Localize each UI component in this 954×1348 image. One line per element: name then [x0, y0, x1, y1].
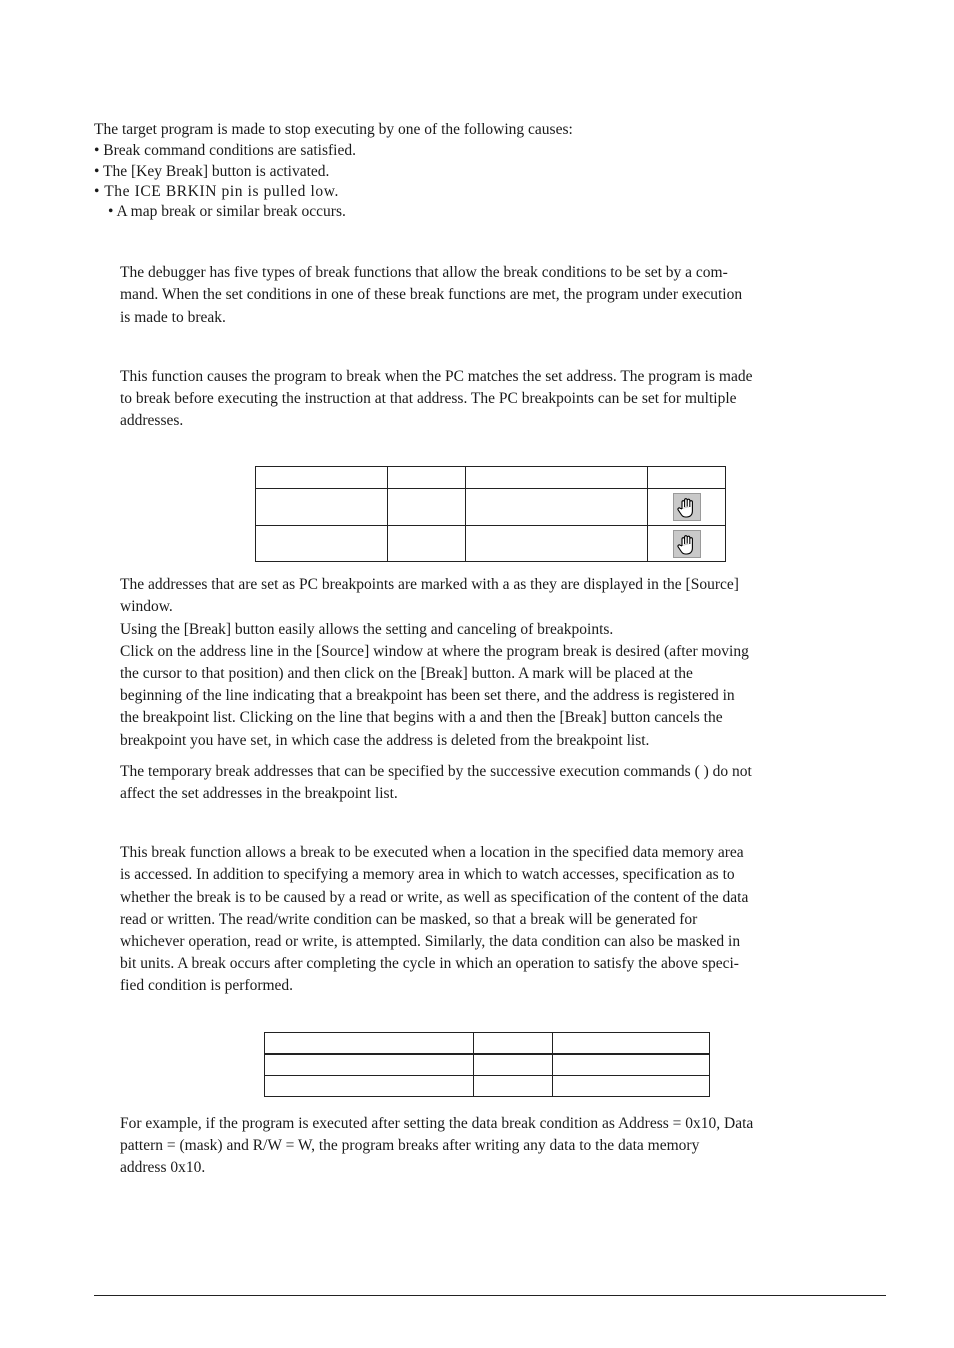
pc-break-after-line: window. — [120, 598, 173, 615]
intro-lead: The target program is made to stop executing by one of the following causes: — [94, 121, 573, 138]
pc-break-after-line: beginning of the line indicating that a breakpoint has been set there, and the address is registered in — [120, 687, 735, 704]
break-commands-line: The debugger has five types of break functions that allow the break conditions to be set by a com- — [120, 264, 728, 281]
pc-break-after-line: the breakpoint list. Clicking on the line that begins with a and then the [Break] button cancels the — [120, 709, 723, 726]
table-cell — [553, 1054, 710, 1076]
table-row — [265, 1076, 710, 1097]
table-cell — [553, 1076, 710, 1097]
table-cell — [256, 526, 388, 562]
table-cell — [465, 467, 648, 489]
table-row — [256, 526, 726, 562]
table-cell — [256, 467, 388, 489]
table-cell — [265, 1054, 474, 1076]
table-row — [265, 1054, 710, 1076]
pc-break-line: addresses. — [120, 412, 184, 429]
table-cell — [387, 526, 465, 562]
pc-break-after-line: Using the [Break] button easily allows the setting and canceling of breakpoints. — [120, 621, 614, 638]
break-commands-line: mand. When the set conditions in one of these break functions are met, the program under execution — [120, 286, 743, 303]
data-break-line: fied condition is performed. — [120, 977, 294, 994]
pc-break-line: to break before executing the instruction at that address. The PC breakpoints can be set for multiple — [120, 390, 737, 407]
hand-icon — [673, 530, 701, 558]
data-break-line: whichever operation, read or write, is attempted. Similarly, the data condition can also be masked in — [120, 933, 741, 950]
table-cell — [474, 1076, 553, 1097]
table-row — [256, 467, 726, 489]
data-break-line: This break function allows a break to be executed when a location in the specified data memory area — [120, 844, 744, 861]
table-cell — [265, 1076, 474, 1097]
pc-break-after-line: breakpoint you have set, in which case the address is deleted from the breakpoint list. — [120, 732, 650, 749]
data-break-table — [264, 1032, 710, 1097]
footer-rule — [94, 1295, 886, 1296]
hand-icon — [673, 493, 701, 521]
table-cell — [465, 526, 648, 562]
pc-break-after-line: The addresses that are set as PC breakpoints are marked with a as they are displayed in the [Source] — [120, 576, 739, 593]
table-cell — [474, 1054, 553, 1076]
data-break-example-line: address 0x10. — [120, 1159, 206, 1176]
table-cell — [648, 526, 726, 562]
table-cell — [465, 489, 648, 526]
table-cell — [387, 467, 465, 489]
data-break-example-line: For example, if the program is executed after setting the data break condition as Address = 0x10, Data — [120, 1115, 754, 1132]
pc-break-after-line: Click on the address line in the [Source] window at where the program break is desired (after moving — [120, 643, 749, 660]
table-cell — [648, 489, 726, 526]
data-break-line: whether the break is to be caused by a read or write, as well as specification of the content of the data — [120, 889, 749, 906]
temp-break-line: affect the set addresses in the breakpoint list. — [120, 785, 398, 802]
pc-break-after-line: the cursor to that position) and then click on the [Break] button. A mark will be placed at the — [120, 665, 693, 682]
table-cell — [387, 489, 465, 526]
intro-bullet: • A map break or similar break occurs. — [108, 203, 346, 220]
table-cell — [474, 1033, 553, 1054]
table-cell — [265, 1033, 474, 1054]
data-break-line: is accessed. In addition to specifying a memory area in which to watch accesses, specification as to — [120, 866, 735, 883]
table-cell — [553, 1033, 710, 1054]
intro-bullet: • Break command conditions are satisfied. — [94, 142, 356, 159]
pc-break-line: This function causes the program to break when the PC matches the set address. The program is made — [120, 368, 753, 385]
intro-bullet: • The [Key Break] button is activated. — [94, 163, 330, 180]
pc-break-table — [255, 466, 726, 562]
table-cell — [648, 467, 726, 489]
temp-break-line: The temporary break addresses that can be specified by the successive execution commands ( ) do not — [120, 763, 752, 780]
table-row — [256, 489, 726, 526]
data-break-example-line: pattern = (mask) and R/W = W, the program breaks after writing any data to the data memory — [120, 1137, 700, 1154]
data-break-line: bit units. A break occurs after completing the cycle in which an operation to satisfy the above speci- — [120, 955, 739, 972]
break-commands-line: is made to break. — [120, 309, 226, 326]
table-row — [265, 1033, 710, 1054]
table-cell — [256, 489, 388, 526]
data-break-line: read or written. The read/write condition can be masked, so that a break will be generated for — [120, 911, 698, 928]
intro-bullet: • The ICE BRKIN pin is pulled low. — [94, 183, 339, 200]
